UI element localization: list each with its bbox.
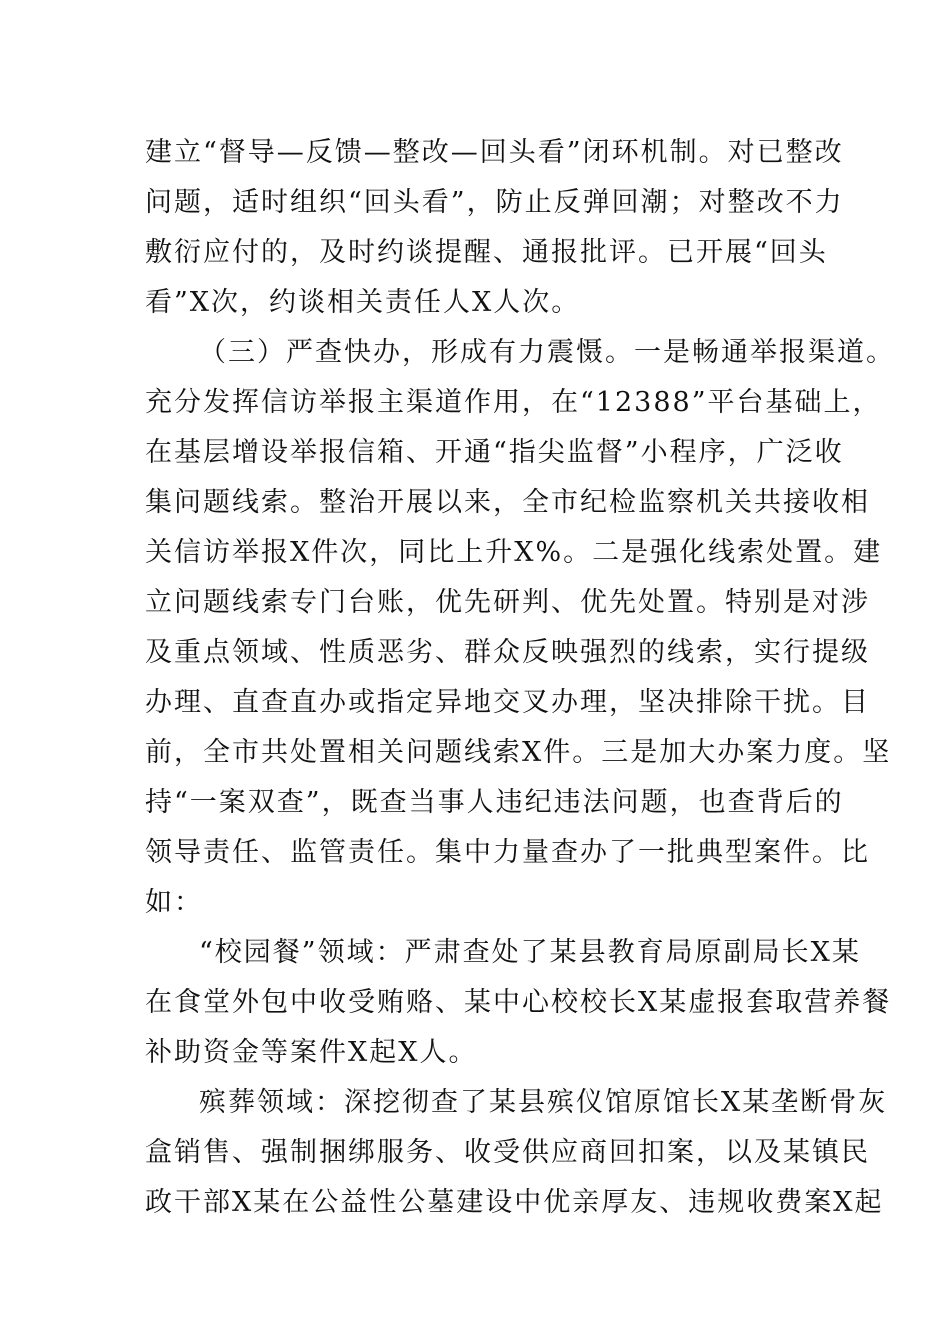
text-line-10: 立问题线索专门台账，优先研判、优先处置。特别是对涉: [145, 587, 870, 618]
text-line-4: 看”X次，约谈相关责任人X人次。: [145, 287, 581, 318]
text-line-8: 集问题线索。整治开展以来，全市纪检监察机关共接收相: [145, 487, 870, 518]
text-line-9: 关信访举报X件次，同比上升X%。二是强化线索处置。建: [145, 537, 883, 568]
text-line-3: 敷衍应付的，及时约谈提醒、通报批评。已开展“回头: [145, 237, 828, 268]
text-line-12: 办理、直查直办或指定异地交叉办理，坚决排除干扰。目: [145, 687, 870, 718]
text-line-7: 在基层增设举报信箱、开通“指尖监督”小程序，广泛收: [145, 437, 844, 468]
text-line-6: 充分发挥信访举报主渠道作用，在“12388”平台基础上，: [145, 387, 882, 418]
text-line-1: 建立“督导—反馈—整改—回头看”闭环机制。对已整改: [145, 137, 844, 168]
text-line-14: 持“一案双查”，既查当事人违纪违法问题，也查背后的: [145, 787, 844, 818]
text-line-22: 政干部X某在公益性公墓建设中优亲厚友、违规收费案X起: [145, 1187, 884, 1218]
text-line-5: （三）严查快办，形成有力震慑。一是畅通举报渠道。: [199, 337, 895, 368]
text-line-17: “校园餐”领域：严肃查处了某县教育局原副局长X某: [199, 937, 861, 968]
text-line-21: 盒销售、强制捆绑服务、收受供应商回扣案，以及某镇民: [145, 1137, 870, 1168]
text-line-11: 及重点领域、性质恶劣、群众反映强烈的线索，实行提级: [145, 637, 870, 668]
text-line-20: 殡葬领域：深挖彻查了某县殡仪馆原馆长X某垄断骨灰: [199, 1087, 888, 1118]
text-line-16: 如：: [145, 887, 203, 918]
text-line-15: 领导责任、监管责任。集中力量查办了一批典型案件。比: [145, 837, 870, 868]
text-line-18: 在食堂外包中收受贿赂、某中心校校长X某虚报套取营养餐: [145, 987, 892, 1018]
text-line-19: 补助资金等案件X起X人。: [145, 1037, 478, 1068]
text-line-13: 前，全市共处置相关问题线索X件。三是加大办案力度。坚: [145, 737, 892, 768]
text-line-2: 问题，适时组织“回头看”，防止反弹回潮；对整改不力: [145, 187, 844, 218]
